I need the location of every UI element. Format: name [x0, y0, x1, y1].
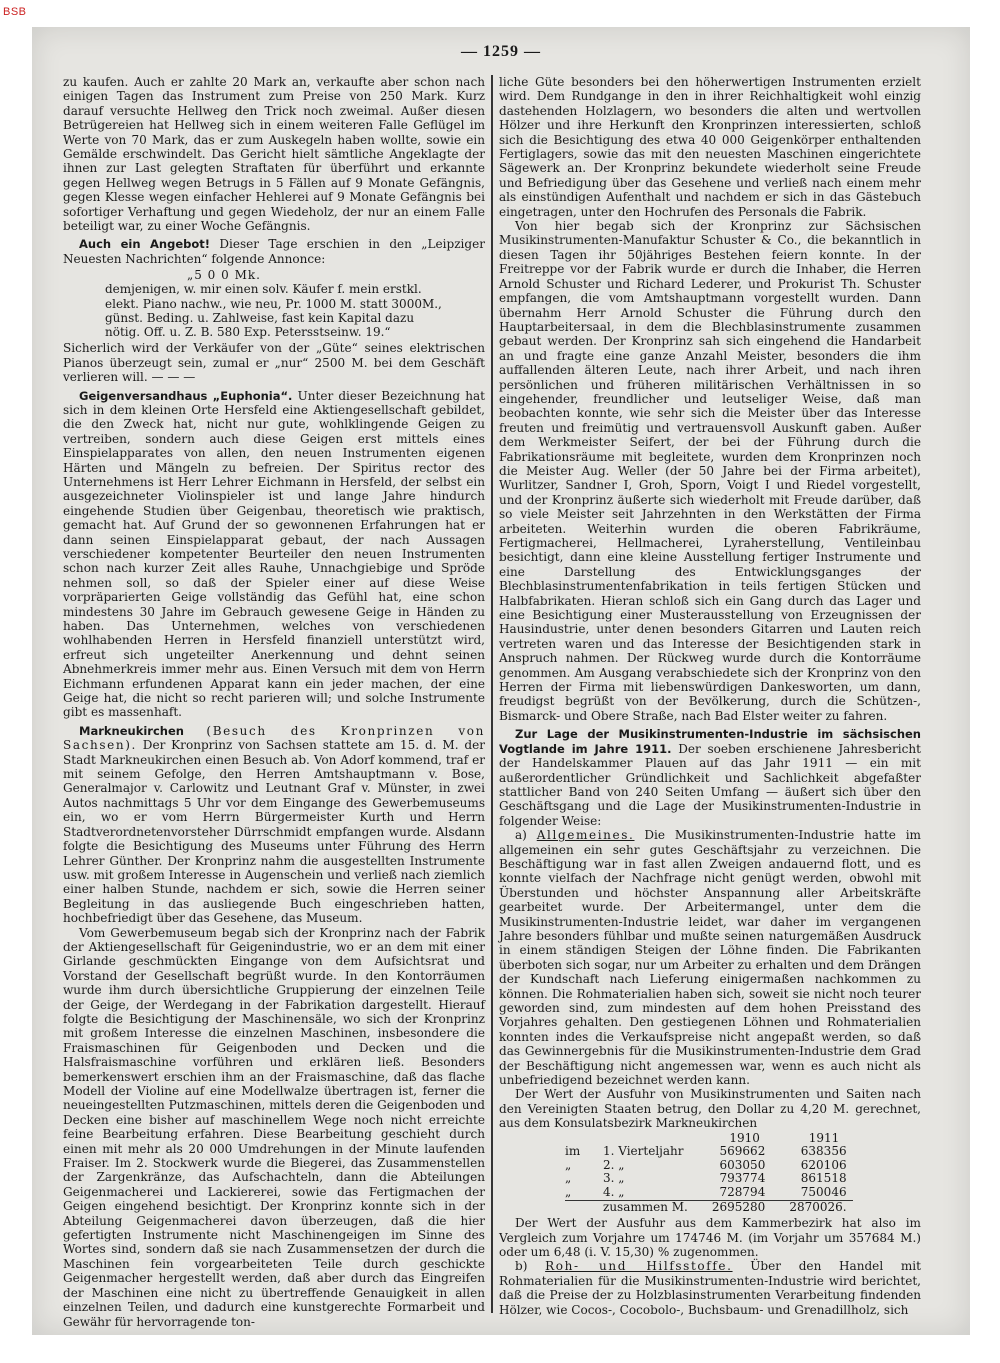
- article-vogtland-industrie: [499, 727, 921, 828]
- section-rohstoffe: [499, 1259, 921, 1317]
- total-label: zusammen M.: [601, 1200, 694, 1214]
- ad-line: günst. Beding. u. Zahlweise, fast kein Kapital dazu: [105, 310, 415, 325]
- table-header-year: 1911: [808, 1130, 840, 1145]
- right-column: [499, 75, 921, 1317]
- ad-line: demjenigen, w. mir einen solv. Käufer f. mein erstkl.: [105, 282, 422, 297]
- value-1911: 620106: [800, 1157, 847, 1172]
- value-1911: 750046: [800, 1185, 847, 1200]
- paragraph: Sicherlich wird der Verkäufer von der „Güte“ seines elektrischen Pianos überzeugt sein, zumal er „nur“ 2500 M. bei dem Geschäft verlieren will. — — —: [63, 341, 485, 385]
- left-column: [63, 75, 485, 1329]
- paragraph-text: Der Kronprinz von Sachsen stattete am 15. d. M. der Stadt Markneukirchen einen Besuch ab. Von Adorf kommend, traf er mit seinem Gefolge, den Herren Amtshauptmann v. Bose, Generalmajor v. Carlowitz und Leutnant Graf v. Münster, in zwei Autos nachmittags 5 Uhr vor dem Eingange des Gewerbemuseums ein, wo er vom Herrn Bürgermeister Kurth und Herrn Stadtverordnetenvorsteher Dürrschmidt empfangen wurde. Alsdann folgte die Besichtigung des Museums unter Führung des Herrn Lehrer Günther. Der Kronprinz nahm die ausgestellten Instrumente usw. mit großem Interesse in Augenschein und verließ nach ziemlich einer halben Stunde, nachdem er sich, sowie die Herren seiner Begleitung in das ausliegende Buch eingeschrieben hatten, hochbefriedigt über das Gesehene, das Museum.: [63, 738, 485, 926]
- ad-line: elekt. Piano nachw., wie neu, Pr. 1000 M. statt 3000M.,: [105, 296, 442, 311]
- section-heading: Allgemeines.: [536, 828, 635, 843]
- paragraph: Der Wert der Ausfuhr von Musikinstrumenten und Saiten nach den Vereinigten Staaten betrug, den Dollar zu 4,20 M. gerechnet, aus dem Konsulatsbezirk Markneukirchen: [499, 1087, 921, 1131]
- paragraph-text: Dieser Tage erschien in den „Leipziger Neuesten Nachrichten“ folgende Annonce:: [63, 237, 485, 266]
- table-row: [565, 1159, 853, 1173]
- table-total-row: [565, 1200, 853, 1214]
- advertisement-quote: [105, 268, 485, 339]
- paragraph: Vom Gewerbemuseum begab sich der Kronprinz nach der Fabrik der Aktiengesellschaft für Geigenindustrie, wo er an dem mit einer Girlande geschmückten Eingange von dem Aufsichtsrat und Vorstand der Gesellschaft begrüßt wurde. In den Kontorräumen wurde ihm durch übersichtliche Gruppierung der einzelnen Teile der Geige, der Werdegang in der Fabrikation dargestellt. Hierauf folgte die Besichtigung der Maschinensäle, wo sich der Kronprinz mit großem Interesse die einzelnen Maschinen, insbesondere die Fraismaschinen für Geigenboden und Decken und die Halsfraismaschine vorführen und erklären ließ. Besonders bemerkenswert erschien ihm an der Fraismaschine, daß das flache Modell der Violine auf eine Modellwalze übertragen ist, ferner die neueingestellten Putzmaschinen, mittels deren die Geigenboden und Decken eine bisher auf maschinellem Wege noch nicht erreichte feine Bearbeitung erfahren. Diese Bearbeitung geschieht durch einen mit mehr als 20 000 Umdrehungen in der Minute laufenden Fraiser. Im 2. Stockwerk wurde die Biegerei, das Zusammenstellen der Zargenkränze, das Aufschachteln, dann die Abteilungen Geigenmacherei und Lackiererei, sowie das Fertigmachen der Geigen eingehend besichtigt. Der Kronprinz konnte sich in der Abteilung Geigenmacherei davon überzeugen, daß die hier gefertigten Instrumente nicht Maschinengeigen im Sinne des Wortes sind, sondern daß sie nach Zusammensetzen der durch die Maschinen fein vorgearbeiteten Teile durch geschickte Geigenmacher hergestellt werden, daß aber durch das Eingreifen der Maschinen eine nicht zu übertreffende Genauigkeit in allen einzelnen Teilen, und dadurch eine kunstgerechte Formarbeit und Gewähr für hervorragende ton-: [63, 925, 485, 1329]
- table-header-year: 1910: [729, 1130, 760, 1145]
- article-markneukirchen: [63, 724, 485, 926]
- row-prefix: im: [565, 1144, 581, 1159]
- paragraph: Der Wert der Ausfuhr aus dem Kammerbezirk hat also im Vergleich zum Vorjahre um 174746 M. (im Vorjahr um 357684 M.) oder um 6,48 (i. V. 15,30) % zugenommen.: [499, 1216, 921, 1260]
- table-header-row: [565, 1132, 853, 1146]
- section-heading: Roh- und Hilfsstoffe.: [545, 1259, 733, 1274]
- paragraph: zu kaufen. Auch er zahlte 20 Mark an, verkaufte aber schon nach einigen Tagen das Instrument zum Preise von 250 Mark. Kurz darauf versuchte Hellweg den Trick noch zweimal. Außer diesen Betrügereien hat Hellweg sich in einem weiteren Falle Geflügel im Werte von 70 Mark, das er zum Auskegeln haben wollte, sowie ein Gemälde erschwindelt. Das Gericht hielt sämtliche Angeklagte der ihnen zur Last gelegten Straftaten für überführt und erkannte gegen Hellweg wegen Betrugs in 5 Fällen auf 9 Monate Gefängnis, gegen Klesse wegen einfacher Hehlerei auf 9 Monate Gefängnis bei sofortiger Verhaftung und gegen Wiedeholz, der nur an einem Falle beteiligt war, zu einer Woche Gefängnis.: [63, 75, 485, 234]
- row-prefix: „: [565, 1171, 572, 1186]
- article-heading: Zur Lage der Musikinstrumenten-Industrie im sächsischen Vogtlande im Jahre 1911.: [499, 727, 921, 756]
- value-1910: 793774: [719, 1171, 766, 1186]
- library-stamp: BSB: [3, 6, 27, 18]
- value-1910: 728794: [719, 1185, 766, 1200]
- value-1911: 861518: [800, 1171, 847, 1186]
- page-number: — 1259 —: [461, 43, 541, 60]
- paragraph-text: Der soeben erschienene Jahresbericht der Handelskammer Plauen auf das Jahr 1911 — ein mit außerordentlicher Gründlichkeit und Sachlichkeit abgefaßter stattlicher Band von 240 Seiten Umfang — äußert sich über den Geschäftsgang und die Lage der Musikinstrumenten-Industrie in folgender Weise:: [499, 741, 921, 828]
- row-label: 4. „: [603, 1185, 625, 1200]
- paragraph-text: Die Musikinstrumenten-Industrie hatte im allgemeinen ein sehr gutes Geschäftsjahr zu verzeichnen. Die Beschäftigung war in fast allen Zweigen andauernd flott, und es konnte vielfach der Nachfrage nicht genügt werden, obwohl mit Überstunden und höchster Anspannung aller Arbeitskräfte gearbeitet wurde. Der Arbeitermangel, unter dem die Musikinstrumenten-Industrie leidet, war daher im vergangenen Jahre besonders fühlbar und mußte seinen naturgemäßen Ausdruck in einem ständigen Steigen der Löhne finden. Die Fabrikanten überboten sich sogar, nur um Arbeiter zu erhalten und dem Drängen der Kundschaft nach Lieferung einigermaßen nachkommen zu können. Die Rohmaterialien haben sich, soweit sie nicht noch teurer geworden sind, zum mindesten auf dem hohen Preisstand des Vorjahres gehalten. Den gestiegenen Löhnen und Rohmaterialien konnten indes die Verkaufspreise nicht angepaßt werden, so daß das Gewinnergebnis für die Musikinstrumenten-Industrie dem Grad der Beschäftigung nicht angemessen war, wenn es auch nicht als unbefriedigend bezeichnet werden kann.: [499, 828, 921, 1088]
- newspaper-page: [32, 27, 970, 1335]
- row-label: 2. „: [603, 1157, 625, 1172]
- ad-line: nötig. Off. u. Z. B. 580 Exp. Petersstseinw. 19.“: [105, 325, 391, 340]
- value-1910: 603050: [719, 1157, 766, 1172]
- article-heading: Geigenversandhaus „Euphonia“.: [79, 388, 293, 403]
- row-prefix: „: [565, 1185, 572, 1200]
- row-prefix: „: [565, 1157, 572, 1172]
- table-row: [565, 1186, 853, 1200]
- row-label: 1. Vierteljahr: [603, 1144, 684, 1159]
- article-heading: Markneukirchen: [79, 723, 184, 738]
- paragraph: liche Güte besonders bei den höherwertigen Instrumenten erzielt wird. Dem Rundgange in den in ihrer Reichhaltigkeit wohl einzig dastehenden Holzlagern, wo besonders die alten und wertvollen Hölzer und ihre Herkunft den Kronprinzen interessierten, schloß sich die Besichtigung des etwa 40 000 Geigenkörper enthaltenden Fertiglagers, sowie das mit den neuesten Maschinen eingerichtete Sägewerk an. Der Kronprinz bekundete wiederholt seine Freude und Befriedigung über das Gesehene und verließ nach einem mehr als einstündigen Aufenthalt und nachdem er sich in das Gästebuch eingetragen, unter den Hochrufen des Personals die Fabrik.: [499, 75, 921, 219]
- paragraph: Von hier begab sich der Kronprinz zur Sächsischen Musikinstrumenten-Manufaktur Schuster & Co., die bekanntlich in diesen Tagen ihr 50jähriges Bestehen feiern konnte. In der Freitreppe vor der Fabrik wurde er durch die Inhaber, die Herren Arnold Schuster und Richard Lederer, und Prokurist Th. Schuster empfangen, die vom Amtshauptmann vorgestellt wurden. Dann übernahm Herr Arnold Schuster die Führung durch den Hauptarbeitersaal, in dem die Blechblasinstrumente zusammen gebaut werden. Der Kronprinz sah sich eingehend die Handarbeit an und fragte eine ganze Anzahl Meister, besonders die ihm auffallenden älteren Leute, nach ihrer Arbeit, und nach ihren persönlichen und früheren militärischen Verhältnissen in so eingehender, freundlicher und leutseliger Weise, daß man beobachten konnte, wie sehr sich die Meister über das Interesse freuten und freimütig und vertrauensvoll Auskunft gaben. Außer dem Werkmeister Seifert, der bei der Führung durch die Fabrikationsräume mit begleitete, wurden dem Kronprinzen noch die Meister Aug. Weller (der 50 Jahre bei der Firma arbeitet), Wurlitzer, Sandner I, Groh, Sporn, Voigt I und Riedel vorgestellt, und der Kronprinz äußerte sich wiederholt mit Freude darüber, daß so viele Meister seit Jahrzehnten in den Werkstätten der Firma arbeiteten. Weiterhin wurden die oberen Fabrikräume, Fertigmacherei, Hellmacherei, Lyraherstellung, Ventileinbau besichtigt, dann eine kleine Ausstellung fertiger Instrumente und eine Darstellung des Entwicklungsganges der Blechblasinstrumentenfabrikation in teils fertigen Stücken und Halbfabrikaten. Hieran schloß sich ein Gang durch das Lager und eine Besichtigung einer Musterausstellung von Erzeugnissen der Hausindustrie, unter denen besonders Gitarren und Lauten reich vertreten waren und das Interesse der Besichtigenden stark in Anspruch nahmen. Der Rückweg wurde durch die Kontorräume genommen. Am Ausgang verabschiedete sich der Kronprinz von den Herren der Firma mit liebenswürdigen Dankesworten, um dann, freudigst begrüßt von der Bevölkerung, durch die Schützen-, Bismarck- und Obere Straße, nach Bad Elster weiter zu fahren.: [499, 219, 921, 723]
- article-euphonia: [63, 389, 485, 720]
- paragraph-text: Unter dieser Bezeichnung hat sich in dem kleinen Orte Hersfeld eine Aktiengesellschaft gebildet, die den Zweck hat, nicht nur gute, wohlklingende Geigen zu vertreiben, sondern auch diese Geigen erst mittels eines Einspielapparates von allen, den neuen Instrumenten eigenen Härten und Mängeln zu befreien. Der Spiritus rector des Unternehmens ist Herr Lehrer Eichmann in Hersfeld, der selbst ein ausgezeichneter Violinspieler ist und lange Jahre hindurch eingehende Studien über Geigenbau, theoretisch wie praktisch, gemacht hat. Auf Grund der so gewonnenen Erfahrungen hat er dann seinen Einspielapparat gebaut, der nach Aussagen verschiedener kompetenter Beurteiler den neuen Instrumenten schon nach kurzer Zeit alles Rauhe, Unnachgiebige und Spröde nehmen soll, so daß der Spieler einer auf diese Weise vorpräparierten Geige vollständig das Gefühl hat, eine schon mindestens 30 Jahre im Gebrauch gewesene Geige in Händen zu haben. Das Unternehmen, welches von verschiedenen wohlhabenden Herren in Hersfeld finanziell unterstützt wird, erfreut sich ungeteilter Anerkennung und dehnt seinen Abnehmerkreis immer mehr aus. Einen Versuch mit dem von Herrn Eichmann erfundenen Apparat kann ein jeder machen, der eine Geige hat, die nicht so recht parieren will; und solche Instrumente gibt es massenhaft.: [63, 388, 485, 720]
- ad-title: „5 0 0 Mk.: [187, 268, 261, 283]
- section-label: b): [515, 1259, 528, 1274]
- row-label: 3. „: [603, 1171, 625, 1186]
- table-row: [565, 1145, 853, 1159]
- section-label: a): [515, 828, 527, 843]
- section-allgemeines: [499, 828, 921, 1087]
- export-table: [565, 1132, 853, 1215]
- paragraph-text: Über den Handel mit Rohmaterialien für die Musikinstrumenten-Industrie wird berichtet, daß die Preise der zu Holzblasinstrumenten Verarbeitung findenden Hölzer, wie Cocos-, Cocobolo-, Buchsbaum- und Grenadillholz, sich: [499, 1259, 921, 1317]
- total-1910: 2695280: [694, 1200, 771, 1214]
- article-auch-ein-angebot: [63, 237, 485, 266]
- table-row: [565, 1172, 853, 1186]
- value-1910: 569662: [719, 1144, 766, 1159]
- column-divider: [491, 75, 493, 1313]
- value-1911: 638356: [800, 1144, 847, 1159]
- total-1911: 2870026.: [771, 1200, 852, 1214]
- article-subheading: (Besuch des Kronprinzen von Sachsen).: [63, 723, 485, 753]
- article-heading: Auch ein Angebot!: [79, 237, 210, 252]
